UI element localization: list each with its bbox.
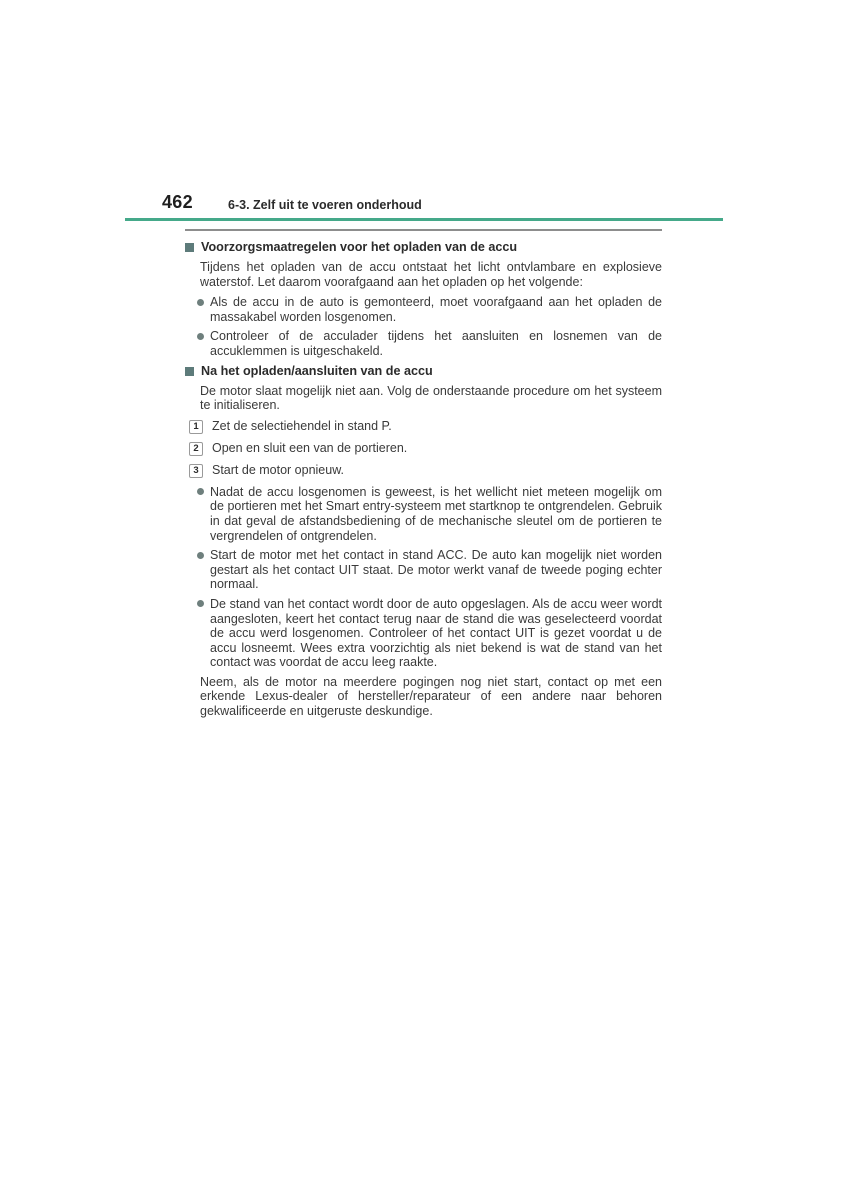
- section-heading-label: Na het opladen/aansluiten van de accu: [201, 363, 433, 378]
- list-item: [185, 597, 662, 670]
- procedure-steps: [185, 419, 662, 478]
- header-accent-rule: [125, 218, 723, 221]
- section-outro: Neem, als de motor na meerdere pogingen nog niet start, contact op met een erkende Lexus-dealer of hersteller/reparateur of een andere naar behoren gekwalificeerde en uitgeruste deskundige.: [200, 674, 662, 719]
- bullet-icon: [197, 299, 204, 306]
- page-number: 462: [162, 192, 193, 212]
- chapter-title: 6-3. Zelf uit te voeren onderhoud: [228, 198, 422, 212]
- bullet-icon: [197, 600, 204, 607]
- page-content: [185, 229, 662, 719]
- bullet-icon: [197, 488, 204, 495]
- section-intro: Tijdens het opladen van de accu ontstaat het licht ontvlambare en explosieve waterstof. Let daarom voorafgaand aan het opladen op het volgende:: [200, 260, 662, 289]
- bullet-text: Start de motor met het contact in stand ACC. De auto kan mogelijk niet worden gestart als het contact UIT staat. De motor werkt vanaf de tweede poging echter normaal.: [210, 548, 662, 592]
- section-intro: De motor slaat mogelijk niet aan. Volg de onderstaande procedure om het systeem te initialiseren.: [200, 383, 662, 413]
- step-number-icon: 3: [189, 464, 203, 478]
- step-text: Zet de selectiehendel in stand P.: [212, 418, 392, 433]
- step-text: Start de motor opnieuw.: [212, 462, 345, 477]
- section-heading: [185, 240, 662, 254]
- list-item: [185, 548, 662, 592]
- bullet-icon: [197, 552, 204, 559]
- list-item: [185, 485, 662, 543]
- bullet-text: Als de accu in de auto is gemonteerd, moet voorafgaand aan het opladen de massakabel worden losgenomen.: [210, 295, 662, 324]
- step-text: Open en sluit een van de portieren.: [212, 440, 408, 455]
- step-number-icon: 2: [189, 442, 203, 456]
- bullet-list: [185, 295, 662, 358]
- section-after-charging: [185, 364, 662, 719]
- section-battery-charging-precautions: [185, 240, 662, 359]
- bullet-list: [185, 485, 662, 670]
- bullet-text: De stand van het contact wordt door de auto opgeslagen. Als de accu weer wordt aangesloten, keert het contact terug naar de stand die was geselecteerd voordat de accu werd losgenomen. Controleer of het contact UIT is gezet voordat u de accu losneemt. Wees extra voorzichtig als niet bekend is wat de stand van het contact was voordat de accu leeg raakte.: [210, 596, 662, 670]
- bullet-text: Nadat de accu losgenomen is geweest, is het wellicht niet meteen mogelijk om de portieren met het Smart entry-systeem met startknop te ontgrendelen. Gebruik in dat geval de afstandsbediening of de mechanische sleutel om de portieren te vergrendelen of ontgrendelen.: [210, 484, 662, 543]
- list-item: [185, 329, 662, 358]
- bullet-icon: [197, 333, 204, 340]
- section-heading: [185, 364, 662, 378]
- procedure-step: [189, 463, 662, 478]
- procedure-step: [189, 419, 662, 434]
- section-marker-icon: [185, 367, 194, 376]
- step-number-icon: 1: [189, 420, 203, 434]
- content-top-rule: [185, 229, 662, 231]
- section-heading-label: Voorzorgsmaatregelen voor het opladen van de accu: [201, 240, 518, 254]
- list-item: [185, 295, 662, 324]
- procedure-step: [189, 441, 662, 456]
- section-marker-icon: [185, 243, 194, 252]
- bullet-text: Controleer of de acculader tijdens het aansluiten en losnemen van de accuklemmen is uitgeschakeld.: [210, 329, 662, 358]
